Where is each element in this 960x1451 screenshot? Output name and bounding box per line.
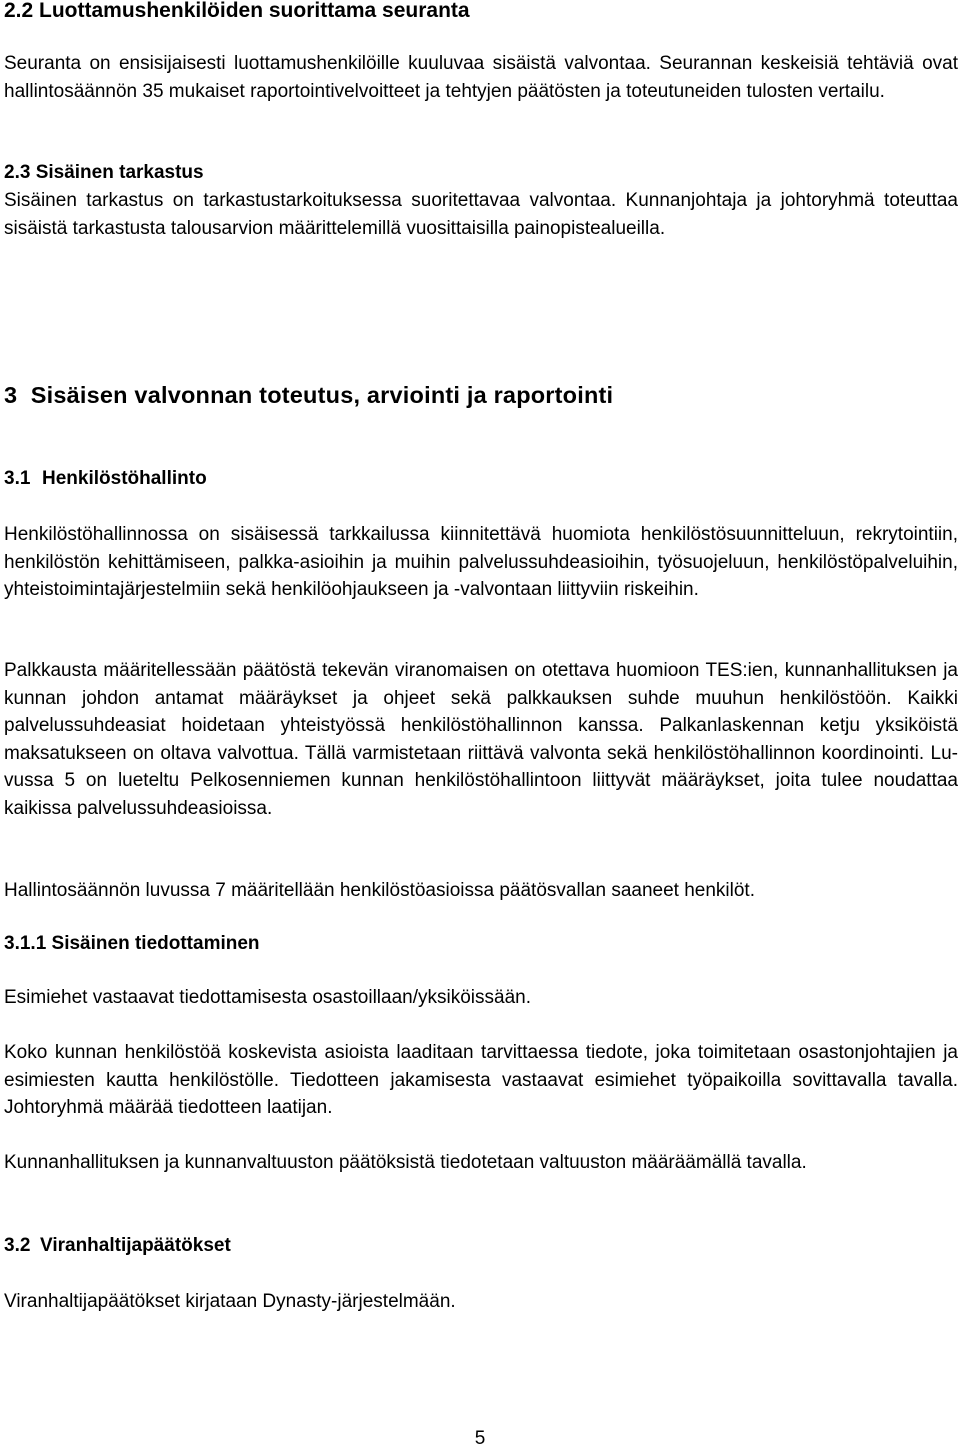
chapter-heading-3-text: 3 Sisäisen valvonnan toteutus, arviointi ja raportointi bbox=[4, 382, 614, 408]
section-number-3-1: 3.1 bbox=[4, 468, 31, 489]
section-heading-2-3: 2.3 Sisäinen tarkastus bbox=[4, 162, 204, 183]
paragraph-3-1-1-b: Koko kunnan henkilöstöä koskevista asioista laaditaan tarvittaessa tiedote, joka toimitetaan osastonjohtajien ja esimiesten kautta henkilöstölle. Tiedotteen jakamisesta vastaavat esimiehet työpaikoilla sovittavalla tavalla. Johtoryhmä määrää tiedotteen laatijan. bbox=[4, 1042, 958, 1118]
chapter-heading-3 bbox=[4, 380, 958, 410]
section-heading-3-2 bbox=[4, 1233, 958, 1259]
paragraph-3-1-a: Henkilöstöhallinnossa on sisäisessä tarkkailussa kiinnitettävä huomiota henkilöstösuunnitteluun, rekrytointiin, henkilöstön kehittämiseen, palkka-asioihin ja muihin palvelussuhdeasioihin, työsuojeluun, henkilöstöpalveluihin, yhteistoimintajärjestelmiin sekä henkilöohjaukseen ja -valvontaan liittyviin riskeihin. bbox=[4, 524, 958, 600]
paragraph-3-1-1-a: Esimiehet vastaavat tiedottamisesta osastoillaan/yksiköissään. bbox=[4, 987, 531, 1008]
section-number-3-2: 3.2 bbox=[4, 1235, 31, 1256]
paragraph-3-1-c: Hallintosäännön luvussa 7 määritellään henkilöstöasioissa päätösvallan saaneet henkilöt. bbox=[4, 880, 755, 901]
section-heading-3-1-1: 3.1.1 Sisäinen tiedottaminen bbox=[4, 933, 260, 954]
section-title-3-2: Viranhaltijapäätökset bbox=[40, 1235, 231, 1256]
paragraph-3-2: Viranhaltijapäätökset kirjataan Dynasty-järjestelmään. bbox=[4, 1291, 456, 1312]
paragraph-2-3: Sisäinen tarkastus on tarkastustarkoituksessa suoritettavaa valvontaa. Kunnanjohtaja ja johtoryhmä toteuttaa sisäistä tarkastusta talousarvion määrittelemillä vuosittaisilla painopistealueilla. bbox=[4, 190, 958, 239]
paragraph-2-2: Seuranta on ensisijaisesti luottamushenkilöille kuuluvaa sisäistä valvontaa. Seurannan keskeisiä tehtäviä ovat hallintosäännön 35 mukaiset raportointivelvoitteet ja tehtyjen päätösten ja toteutuneiden tulosten vertailu. bbox=[4, 53, 958, 102]
paragraph-3-1-b: Palkkausta määritellessään päätöstä tekevän viranomaisen on otettava huomioon TES:ien, kunnanhallituksen ja kunnan johdon antamat määräykset ja ohjeet sekä palkkauksen suhde muuhun henkilöstöön. Kaikki palvelussuhdeasiat hoidetaan yhteistyössä henkilöstöhallinnon kanssa. Palkanlaskennan ketju yksiköistä maksatukseen on oltava valvottua. Tällä varmistetaan riittävä valvonta sekä henkilöstöhallinnon koordinointi. Luvussa 5 on lueteltu Pelkosenniemen kunnan henkilöstöhallintoon liittyvät määräykset, joita tulee noudattaa kaikissa palvelussuhdeasioissa. bbox=[4, 660, 958, 819]
section-title-3-1: Henkilöstöhallinto bbox=[42, 468, 207, 489]
paragraph-3-1-1-c: Kunnanhallituksen ja kunnanvaltuuston päätöksistä tiedotetaan valtuuston määräämällä tavalla. bbox=[4, 1152, 807, 1173]
page-number: 5 bbox=[474, 1428, 486, 1449]
section-heading-2-2: 2.2 Luottamushenkilöiden suorittama seuranta bbox=[4, 0, 470, 22]
section-heading-3-1 bbox=[4, 466, 958, 492]
